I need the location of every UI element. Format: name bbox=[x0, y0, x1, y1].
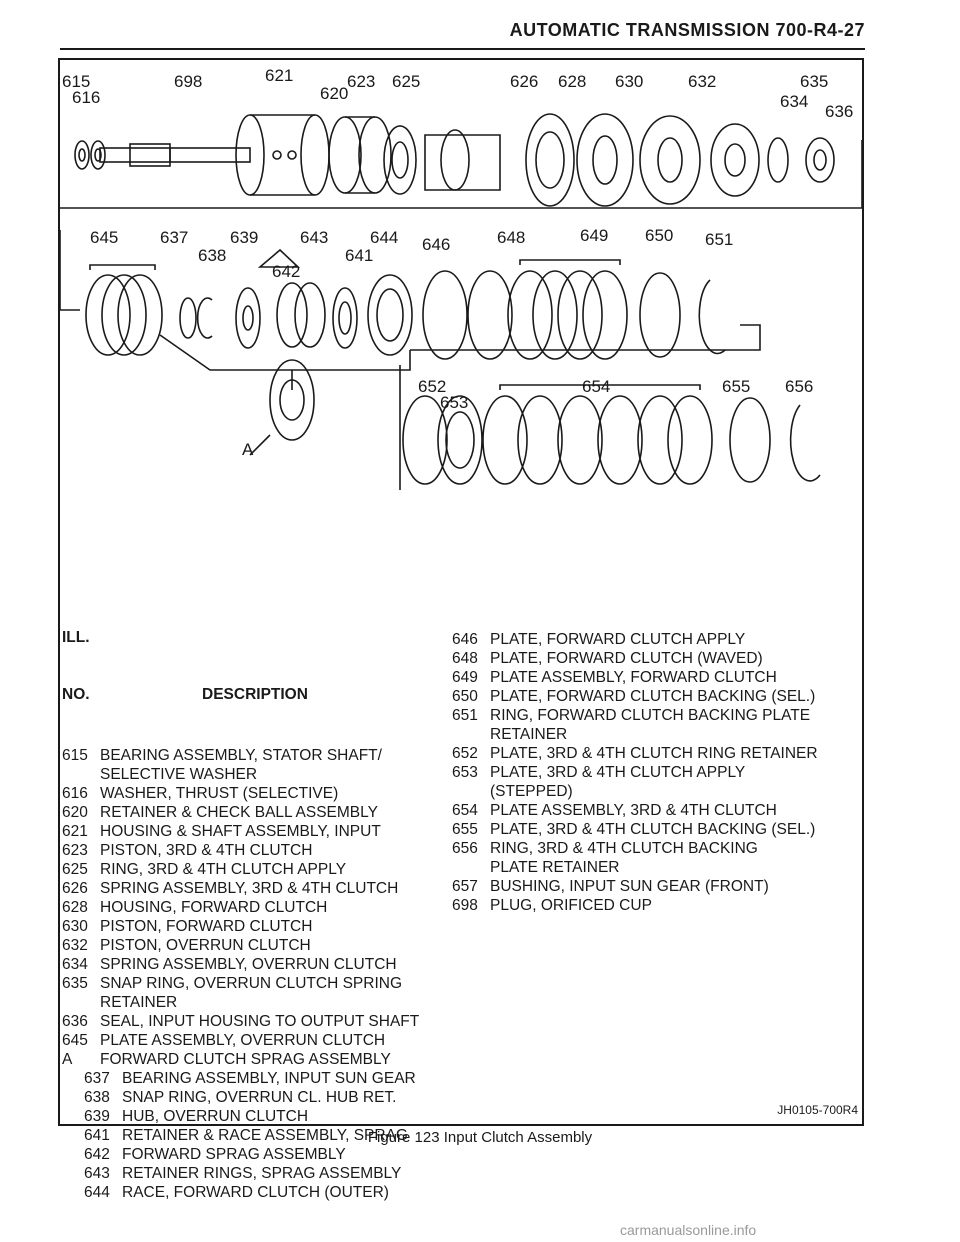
plate-648-part bbox=[468, 271, 512, 359]
callout-641: 641 bbox=[345, 246, 374, 265]
legend-item-description: PLATE ASSEMBLY, OVERRUN CLUTCH bbox=[100, 1032, 386, 1049]
callout-623: 623 bbox=[347, 72, 376, 91]
legend-item-description: BUSHING, INPUT SUN GEAR (FRONT) bbox=[490, 878, 769, 895]
washer-616-part bbox=[91, 141, 105, 169]
legend-row bbox=[62, 1069, 462, 1088]
legend-row bbox=[452, 630, 864, 649]
legend-item-description: HOUSING, FORWARD CLUTCH bbox=[100, 899, 328, 916]
ring-625-part bbox=[425, 130, 500, 190]
legend-item-number: 698 bbox=[452, 897, 478, 914]
housing-628-part bbox=[526, 114, 574, 206]
legend-row bbox=[452, 687, 864, 706]
legend-item-description: RETAINER & RACE ASSEMBLY, SPRAG bbox=[122, 1127, 408, 1144]
legend-item-description: FORWARD SPRAG ASSEMBLY bbox=[122, 1146, 346, 1163]
callout-651: 651 bbox=[705, 230, 734, 249]
callout-652: 652 bbox=[418, 377, 447, 396]
legend-row bbox=[62, 879, 462, 898]
legend-item-description: PLUG, ORIFICED CUP bbox=[490, 897, 652, 914]
legend-row bbox=[452, 763, 864, 801]
callout-634: 634 bbox=[780, 92, 809, 111]
legend-item-description: PISTON, 3RD & 4TH CLUTCH bbox=[100, 842, 313, 859]
legend-item-description: SNAP RING, OVERRUN CLUTCH SPRING RETAINER bbox=[100, 975, 403, 1011]
spring-634-part bbox=[711, 124, 759, 196]
plate-646-part bbox=[423, 271, 467, 359]
legend-item-description: SEAL, INPUT HOUSING TO OUTPUT SHAFT bbox=[100, 1013, 420, 1030]
legend-right-rows bbox=[452, 630, 864, 915]
legend-row bbox=[62, 860, 462, 879]
legend-item-description: PLATE, 3RD & 4TH CLUTCH RING RETAINER bbox=[490, 745, 818, 762]
row2-bracket bbox=[60, 230, 80, 310]
callout-645: 645 bbox=[90, 228, 119, 247]
legend-item-description: BEARING ASSEMBLY, STATOR SHAFT/ SELECTIVE WASHER bbox=[100, 747, 382, 783]
legend-ill-label: ILL. bbox=[62, 629, 90, 646]
legend-item-number: 644 bbox=[84, 1184, 110, 1201]
legend-row bbox=[452, 896, 864, 915]
callout-653: 653 bbox=[440, 393, 469, 412]
legend-item-number: 634 bbox=[62, 956, 88, 973]
legend-item-number: 635 bbox=[62, 975, 88, 992]
piston-630-part bbox=[577, 114, 633, 206]
legend-item-number: 649 bbox=[452, 669, 478, 686]
callout-625: 625 bbox=[392, 72, 421, 91]
legend-item-number: 623 bbox=[62, 842, 88, 859]
legend-item-number: 653 bbox=[452, 764, 478, 781]
ring-656-part bbox=[791, 405, 820, 481]
legend-row bbox=[452, 706, 864, 744]
callout-698: 698 bbox=[174, 72, 203, 91]
legend-item-description: PLATE, FORWARD CLUTCH APPLY bbox=[490, 631, 746, 648]
legend-item-number: 630 bbox=[62, 918, 88, 935]
callout-620: 620 bbox=[320, 84, 349, 103]
row1-bracket bbox=[60, 140, 862, 208]
legend-item-description: HUB, OVERRUN CLUTCH bbox=[122, 1108, 309, 1125]
legend-item-number: 643 bbox=[84, 1165, 110, 1182]
input-shaft-part bbox=[100, 144, 250, 166]
legend-row bbox=[452, 801, 864, 820]
legend-row bbox=[62, 1145, 462, 1164]
watermark: carmanualsonline.info bbox=[620, 1222, 757, 1238]
snap-ring-635-part bbox=[768, 138, 788, 182]
callout-655: 655 bbox=[722, 377, 751, 396]
legend-item-description: PLATE, 3RD & 4TH CLUTCH APPLY (STEPPED) bbox=[490, 764, 746, 800]
callout-630: 630 bbox=[615, 72, 644, 91]
legend-row bbox=[62, 974, 462, 1012]
legend-row bbox=[62, 1107, 462, 1126]
legend-item-number: 628 bbox=[62, 899, 88, 916]
callout-639: 639 bbox=[230, 228, 259, 247]
callout-616: 616 bbox=[72, 88, 101, 107]
legend-row bbox=[452, 744, 864, 763]
legend-item-description: BEARING ASSEMBLY, INPUT SUN GEAR bbox=[122, 1070, 416, 1087]
plate-650-part bbox=[640, 273, 680, 357]
legend-row bbox=[62, 1050, 462, 1069]
legend-item-number: 657 bbox=[452, 878, 478, 895]
callout-628: 628 bbox=[558, 72, 587, 91]
seal-636-part bbox=[806, 138, 834, 182]
callout-636: 636 bbox=[825, 102, 854, 121]
callout-a: A bbox=[242, 440, 254, 459]
legend-row bbox=[62, 1031, 462, 1050]
retainer-620-part bbox=[329, 117, 391, 193]
callout-621: 621 bbox=[265, 66, 294, 85]
callout-638: 638 bbox=[198, 246, 227, 265]
bearing-637-part bbox=[180, 298, 196, 338]
legend-right-column bbox=[452, 592, 864, 934]
legend-item-number: 646 bbox=[452, 631, 478, 648]
callout-656: 656 bbox=[785, 377, 814, 396]
callout-635: 635 bbox=[800, 72, 829, 91]
legend-row bbox=[62, 898, 462, 917]
legend-row bbox=[62, 955, 462, 974]
legend-row bbox=[452, 649, 864, 668]
legend-item-number: 636 bbox=[62, 1013, 88, 1030]
legend-item-number: 620 bbox=[62, 804, 88, 821]
callout-637: 637 bbox=[160, 228, 189, 247]
legend-left-column bbox=[62, 590, 462, 1221]
legend-item-number: 637 bbox=[84, 1070, 110, 1087]
callout-644: 644 bbox=[370, 228, 399, 247]
piston-623-part bbox=[384, 126, 416, 194]
legend-item-description: WASHER, THRUST (SELECTIVE) bbox=[100, 785, 339, 802]
legend-row bbox=[62, 1183, 462, 1202]
legend-item-number: 650 bbox=[452, 688, 478, 705]
legend-row bbox=[452, 839, 864, 877]
legend-item-description: PLATE ASSEMBLY, 3RD & 4TH CLUTCH bbox=[490, 802, 777, 819]
legend-item-number: 632 bbox=[62, 937, 88, 954]
figure-caption: Figure 123 Input Clutch Assembly bbox=[367, 1129, 593, 1146]
legend-header bbox=[62, 685, 462, 704]
callout-650: 650 bbox=[645, 226, 674, 245]
legend-description-label: DESCRIPTION bbox=[202, 686, 308, 703]
legend-row bbox=[62, 784, 462, 803]
legend-item-description: PLATE, FORWARD CLUTCH (WAVED) bbox=[490, 650, 763, 667]
callout-642: 642 bbox=[272, 262, 301, 281]
legend-row bbox=[62, 746, 462, 784]
legend-row bbox=[62, 1012, 462, 1031]
page-header bbox=[60, 18, 865, 50]
legend-item-description: RETAINER RINGS, SPRAG ASSEMBLY bbox=[122, 1165, 402, 1182]
legend-item-description: SPRING ASSEMBLY, OVERRUN CLUTCH bbox=[100, 956, 397, 973]
legend-item-description: HOUSING & SHAFT ASSEMBLY, INPUT bbox=[100, 823, 381, 840]
legend-item-number: 645 bbox=[62, 1032, 88, 1049]
legend-item-description: PISTON, OVERRUN CLUTCH bbox=[100, 937, 311, 954]
legend-item-description: RACE, FORWARD CLUTCH (OUTER) bbox=[122, 1184, 389, 1201]
callout-632: 632 bbox=[688, 72, 717, 91]
legend-item-description: RETAINER & CHECK BALL ASSEMBLY bbox=[100, 804, 378, 821]
callout-615: 615 bbox=[62, 72, 91, 91]
legend-row bbox=[452, 668, 864, 687]
page-title: AUTOMATIC TRANSMISSION 700-R4-27 bbox=[509, 20, 865, 40]
legend-item-number: A bbox=[62, 1051, 73, 1068]
hub-639-part bbox=[236, 288, 260, 348]
legend-item-description: SPRING ASSEMBLY, 3RD & 4TH CLUTCH bbox=[100, 880, 399, 897]
legend-item-description: RING, FORWARD CLUTCH BACKING PLATE RETAINER bbox=[490, 707, 811, 743]
washer-615-part bbox=[75, 141, 89, 169]
legend-item-number: 641 bbox=[84, 1127, 110, 1144]
legend-row bbox=[62, 936, 462, 955]
legend-row bbox=[452, 820, 864, 839]
legend-item-number: 651 bbox=[452, 707, 478, 724]
piston-632-part bbox=[640, 116, 700, 204]
legend-item-number: 652 bbox=[452, 745, 478, 762]
legend-item-number: 639 bbox=[84, 1108, 110, 1125]
legend-item-description: PISTON, FORWARD CLUTCH bbox=[100, 918, 313, 935]
figure-ref-code: JH0105-700R4 bbox=[777, 1103, 858, 1117]
legend-item-number: 656 bbox=[452, 840, 478, 857]
callout-626: 626 bbox=[510, 72, 539, 91]
legend-row bbox=[62, 803, 462, 822]
legend-item-description: SNAP RING, OVERRUN CL. HUB RET. bbox=[122, 1089, 397, 1106]
ring-651-part bbox=[699, 280, 725, 353]
callout-648: 648 bbox=[497, 228, 526, 247]
legend-no-label: NO. bbox=[62, 686, 90, 703]
legend-item-description: RING, 3RD & 4TH CLUTCH APPLY bbox=[100, 861, 347, 878]
legend-item-description: FORWARD CLUTCH SPRAG ASSEMBLY bbox=[100, 1051, 391, 1068]
legend-row bbox=[62, 822, 462, 841]
legend-item-number: 642 bbox=[84, 1146, 110, 1163]
legend-item-description: PLATE, 3RD & 4TH CLUTCH BACKING (SEL.) bbox=[490, 821, 816, 838]
plate-assembly-645-part bbox=[86, 265, 162, 355]
legend-item-number: 625 bbox=[62, 861, 88, 878]
plate-assembly-654-part bbox=[483, 385, 712, 484]
legend-item-number: 626 bbox=[62, 880, 88, 897]
legend-item-number: 648 bbox=[452, 650, 478, 667]
callout-646: 646 bbox=[422, 235, 451, 254]
snap-ring-638-part bbox=[198, 298, 212, 338]
legend-item-number: 655 bbox=[452, 821, 478, 838]
legend-row bbox=[62, 841, 462, 860]
callout-654: 654 bbox=[582, 377, 611, 396]
legend-row bbox=[62, 1164, 462, 1183]
callout-643: 643 bbox=[300, 228, 329, 247]
callout-649: 649 bbox=[580, 226, 609, 245]
race-644-part bbox=[368, 275, 412, 355]
exploded-view-diagram bbox=[60, 60, 862, 580]
legend-item-description: PLATE, FORWARD CLUTCH BACKING (SEL.) bbox=[490, 688, 816, 705]
legend-row bbox=[62, 1088, 462, 1107]
legend-item-number: 654 bbox=[452, 802, 478, 819]
plate-655-part bbox=[730, 398, 770, 482]
legend-row bbox=[62, 917, 462, 936]
plate-assembly-649-part bbox=[508, 260, 627, 359]
legend-item-number: 615 bbox=[62, 747, 88, 764]
legend-row bbox=[452, 877, 864, 896]
legend-item-number: 621 bbox=[62, 823, 88, 840]
legend-item-number: 616 bbox=[62, 785, 88, 802]
legend-item-number: 638 bbox=[84, 1089, 110, 1106]
legend-item-description: RING, 3RD & 4TH CLUTCH BACKING PLATE RETAINER bbox=[490, 840, 758, 876]
legend-item-description: PLATE ASSEMBLY, FORWARD CLUTCH bbox=[490, 669, 777, 686]
race-641-part bbox=[333, 288, 357, 348]
